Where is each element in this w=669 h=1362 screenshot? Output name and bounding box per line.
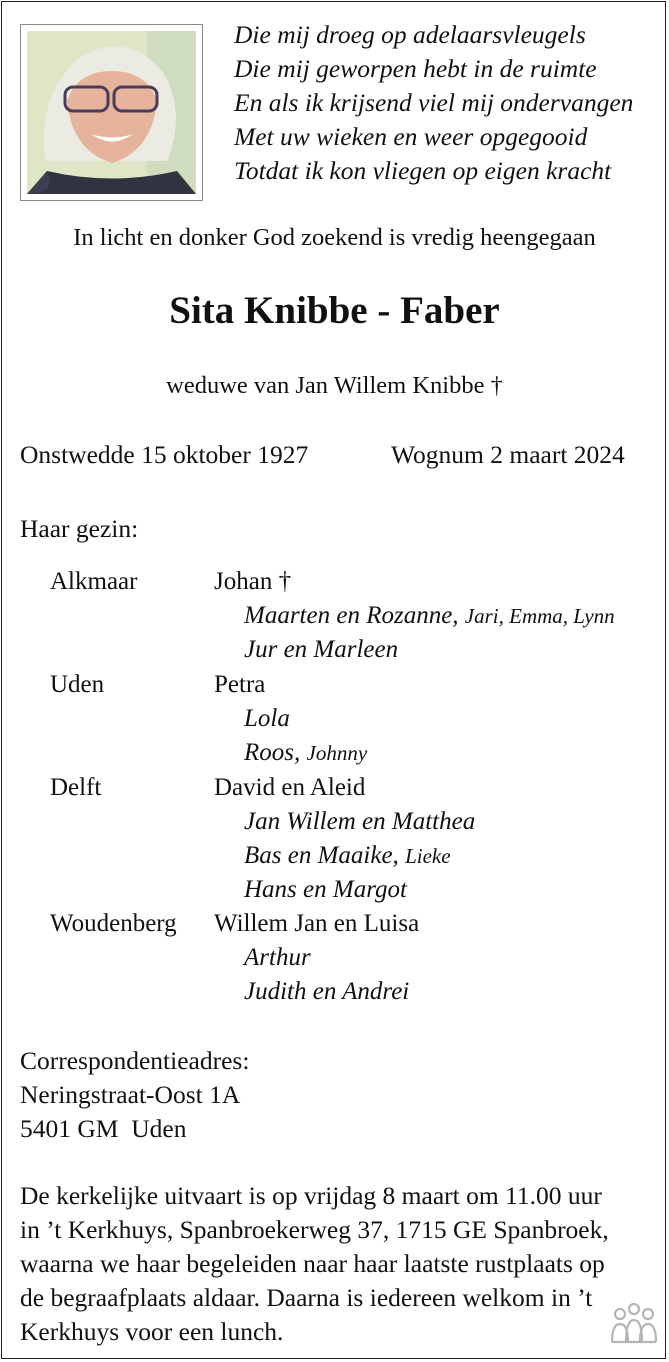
poem-line: Met uw wieken en weer opgegooid [234,122,588,151]
poem-line: Die mij droeg op adelaarsvleugels [234,20,586,49]
correspondence-address [20,1044,249,1146]
family-child: David en Aleid [214,774,366,801]
grandchild-main: Bas en Maaike, [244,842,406,869]
grandchild-main: Maarten en Rozanne, [244,602,465,629]
correspondence-city: 5401 GM Uden [20,1114,187,1143]
family-grandchildren: Jur en Marleen [244,636,399,663]
family-grandchildren: Lola [244,705,290,732]
people-logo-icon [610,1302,658,1348]
intro-text: In licht en donker God zoekend is vredig heengegaan [73,224,596,251]
deceased-name: Sita Knibbe - Faber [169,289,500,332]
family-child: Petra [214,671,266,698]
funeral-line: Kerkhuys voor een lunch. [20,1317,284,1346]
family-city: Woudenberg [50,910,177,937]
family-city: Uden [50,671,105,698]
great-grandchildren: Jari, Emma, Lynn [464,604,615,628]
great-grandchildren: Johnny [306,741,368,765]
great-grandchildren: Lieke [405,844,451,868]
birth-info: Onstwedde 15 oktober 1927 [20,440,309,469]
widow-of-text: weduwe van Jan Willem Knibbe † [166,372,503,399]
family-grandchildren [244,842,451,870]
poem-line: En als ik krijsend viel mij ondervangen [234,88,634,117]
funeral-line: in ’t Kerkhuys, Spanbroekerweg 37, 1715 GE Spanbroek, [20,1215,609,1244]
funeral-line: De kerkelijke uitvaart is op vrijdag 8 maart om 11.00 uur [20,1181,602,1210]
poem [234,18,633,188]
funeral-line: de begraafplaats aldaar. Daarna is iedereen welkom in ’t [20,1283,593,1312]
death-info: Wognum 2 maart 2024 [391,440,625,469]
family-grandchildren: Jan Willem en Matthea [244,808,476,835]
funeral-info [20,1179,660,1349]
family-city: Alkmaar [50,568,138,595]
poem-line: Totdat ik kon vliegen op eigen kracht [234,156,612,185]
portrait-image [27,31,196,194]
family-grandchildren [244,739,367,767]
family-child: Willem Jan en Luisa [214,910,420,937]
family-heading: Haar gezin: [20,514,139,543]
family-grandchildren: Hans en Margot [244,876,407,903]
family-child: Johan † [214,568,292,595]
family-grandchildren: Judith en Andrei [244,978,410,1005]
funeral-line: waarna we haar begeleiden naar haar laatste rustplaats op [20,1249,605,1278]
family-grandchildren: Arthur [244,944,311,971]
poem-line: Die mij geworpen hebt in de ruimte [234,54,597,83]
grandchild-main: Roos, [244,739,307,766]
family-grandchildren [244,602,615,630]
correspondence-label: Correspondentieadres: [20,1046,250,1075]
family-city: Delft [50,774,102,801]
portrait-photo [20,24,203,201]
correspondence-street: Neringstraat-Oost 1A [20,1080,241,1109]
